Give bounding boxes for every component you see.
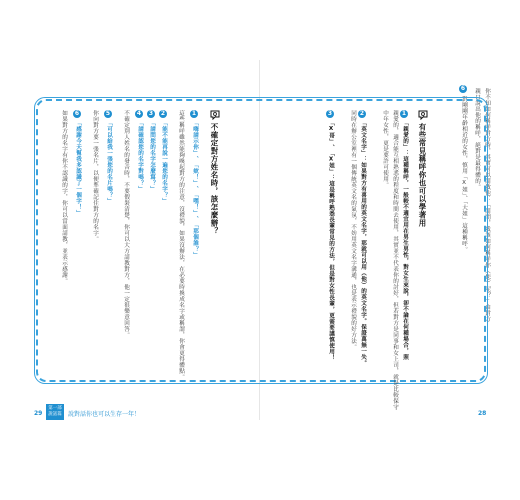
page-number-left: 29 bbox=[34, 410, 43, 417]
number-badge: 3 bbox=[327, 110, 333, 117]
item-line: 同時在辦公室裡有一個傳統英文名的氣氛，不妨用英文名字溝通，也是表示禮貌的好方法。 bbox=[350, 110, 356, 350]
svg-text:Q: Q bbox=[212, 112, 218, 118]
section-heading: 有些常見稱呼你也可以學著用 bbox=[418, 123, 427, 227]
number-badge: 6 bbox=[74, 110, 80, 117]
item-line: 這些稱呼雖然能夠喚起對方的注意，沒禮貌，如果沒辦法，在必要時換成名字或稱謂，你會更得體點。 bbox=[178, 110, 184, 380]
item-line: 「請問您的名字怎麼寫？」 bbox=[149, 120, 155, 192]
number-badge: 3 bbox=[148, 110, 154, 117]
number-badge: 2 bbox=[359, 110, 365, 117]
item-line: 「可以給我一張您的名片嗎？」 bbox=[106, 120, 112, 204]
number-badge: 1 bbox=[401, 110, 407, 117]
page-number-right: 28 bbox=[478, 410, 487, 417]
svg-text:Q: Q bbox=[420, 112, 426, 118]
item-line: 「嗨請示你」、「欸！」、「嘿！」、「那個誰？」 bbox=[192, 120, 198, 258]
question-bubble-icon bbox=[418, 110, 428, 120]
item-line: 「能不能再說一遍您的名字？」 bbox=[161, 120, 167, 204]
question-bubble-icon bbox=[210, 110, 220, 120]
item-line: 你向對方要一張名片，以便準確記住對方的名字。 bbox=[92, 110, 98, 242]
item-line: 「請確認您的名字對嗎？」 bbox=[137, 120, 143, 192]
item-line: 「感謝今天幫我多認識了一個字！」 bbox=[75, 120, 81, 216]
text-column: 對剛剛年齡相近的女性，慎用「X姐」、「大姐」這種稱呼。 bbox=[461, 96, 467, 253]
number-badge: 5 bbox=[105, 110, 111, 117]
footer-title: 說對話你也可以生存一年！ bbox=[68, 411, 141, 418]
item-line: 「英文名字」：如果對方有喜用的英文名字，那就可以用（他）的英文名字。保證萬無一失。 bbox=[360, 120, 366, 366]
item-line: 如果對方的名字有你不認識的字，你可以當面請教，並表示感謝。 bbox=[61, 110, 67, 284]
item-line: 「X哥」、「X姐」：這是稱呼熟悉長輩常見的方法，但是對女性長輩，更需要謹慎使用！ bbox=[328, 120, 334, 361]
number-badge: 6 bbox=[460, 85, 466, 92]
item-line: 「親愛的」：這種稱呼，一般較不適宜用在男生男性，對女生來說，卻不論在何種場合，照 bbox=[402, 120, 408, 360]
number-badge: 2 bbox=[160, 110, 166, 117]
text-column: 親口說出他的稱呼，絕對是最得體的。 bbox=[474, 88, 480, 190]
item-line: 不確定別人姓名的發音時，不要假裝清楚，你可以大方請教對方，他一定很樂意回答。 bbox=[123, 110, 129, 338]
item-line: 親愛的，適合能互相熟悉的程度和時間去使用，其實並不代表你的討好，但若對方是同事和女上司，就是比較保守 bbox=[392, 110, 398, 410]
number-badge: 1 bbox=[191, 110, 197, 117]
item-line: 中年女性，更是要許可使用。 bbox=[382, 110, 388, 188]
section-heading: 不確定對方姓名時，該怎麼辦？ bbox=[210, 123, 219, 235]
text-column: 你不知如何稱呼對方時，其實可以請教他：「請問，我該如何稱呼你（您）呢？」由對方 bbox=[484, 88, 490, 322]
section-tag: 第一部 說話篇 bbox=[46, 404, 64, 420]
number-badge: 4 bbox=[136, 110, 142, 117]
